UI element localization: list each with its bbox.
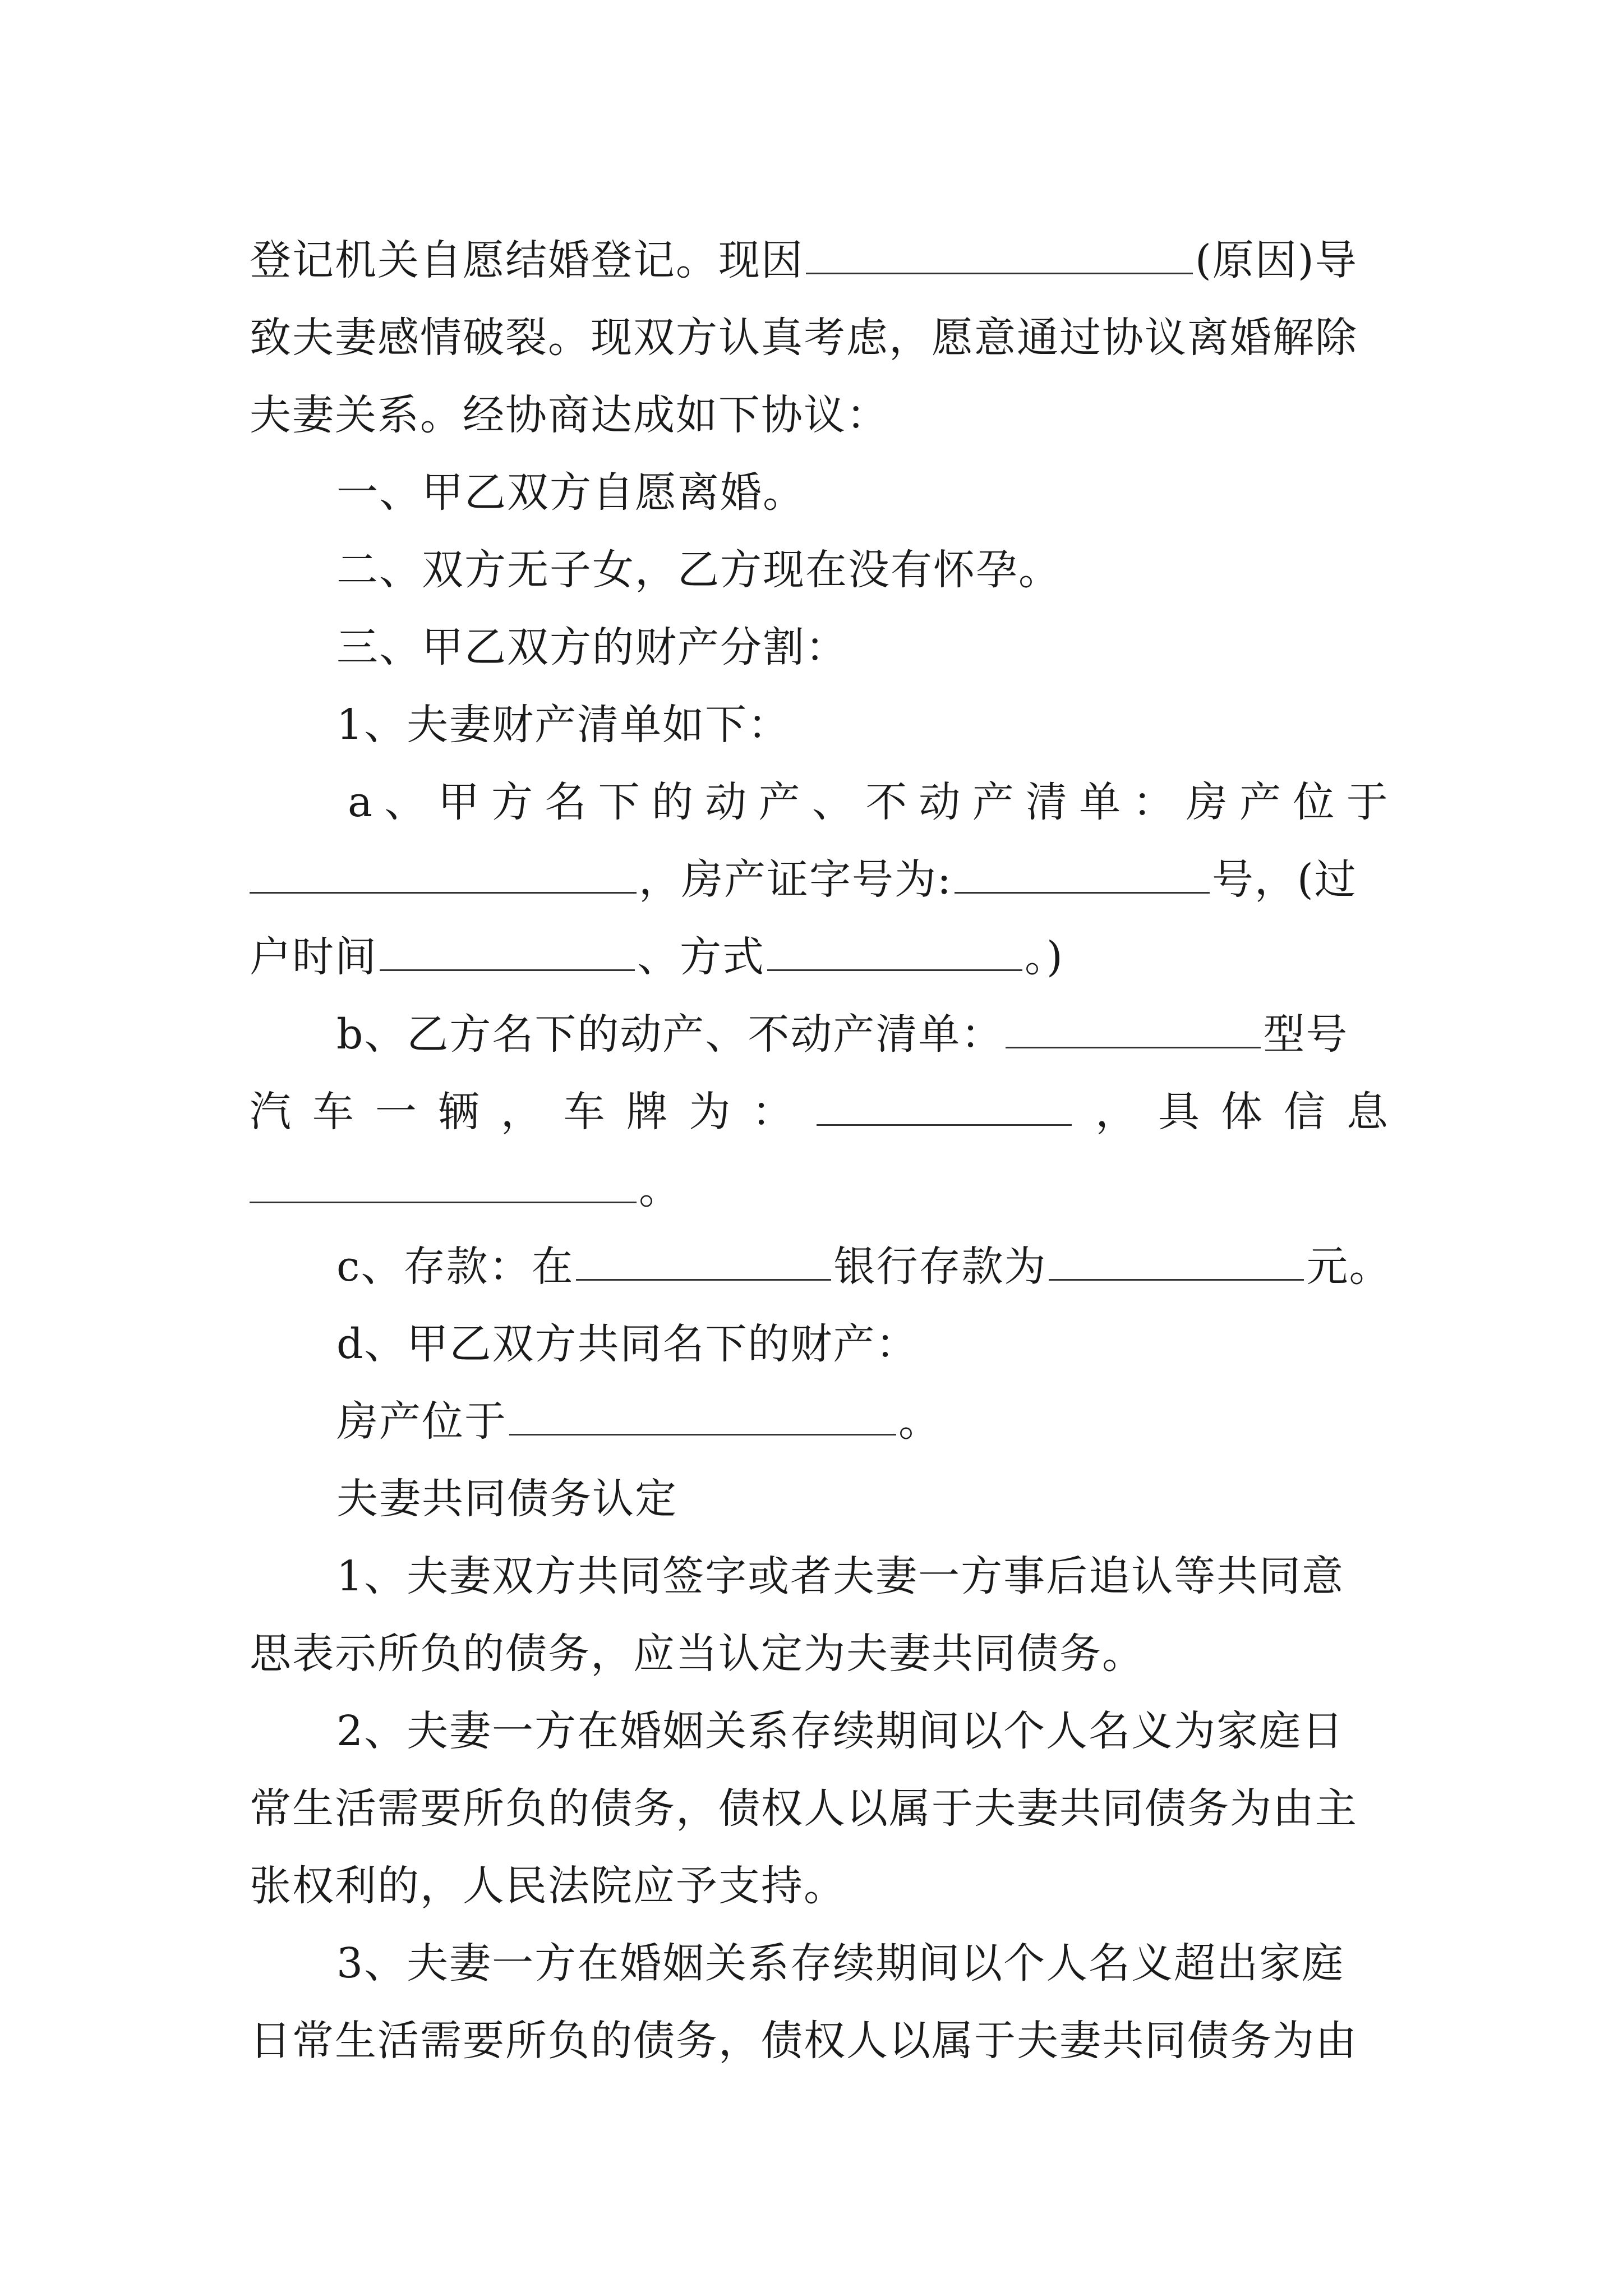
char: ，: [500, 1088, 542, 1136]
text-line: [250, 918, 1388, 996]
text-segment: 。): [1025, 933, 1064, 981]
fill-blank-plate-number[interactable]: [817, 1091, 1072, 1126]
text-segment: c、存款：在: [336, 1243, 574, 1291]
char: 汽: [250, 1088, 291, 1136]
char: 不: [865, 778, 907, 826]
text-segment: 型号: [1263, 1010, 1349, 1059]
fill-blank-transfer-method[interactable]: [767, 936, 1022, 971]
char: 车: [563, 1088, 605, 1136]
char: a: [348, 778, 373, 826]
text-line: [250, 1151, 1388, 1228]
text-line: [250, 1383, 1388, 1460]
char: ，: [1095, 1088, 1137, 1136]
fill-blank-deposit-amount[interactable]: [1049, 1246, 1304, 1281]
text-line: [250, 1228, 1392, 1305]
char: 动: [705, 778, 747, 826]
char: 车: [312, 1088, 354, 1136]
char: 、: [811, 778, 854, 826]
text-line-justified: [250, 1073, 1388, 1151]
char: 位: [1293, 778, 1335, 826]
document-page: [250, 222, 1392, 2079]
char: ：: [1132, 778, 1174, 826]
text-segment: 登记机关自愿结婚登记。现因: [250, 236, 804, 284]
char: 产: [972, 778, 1014, 826]
fill-blank-certificate-number[interactable]: [955, 859, 1210, 894]
char: 体: [1221, 1088, 1263, 1136]
text-segment: 。: [639, 1165, 681, 1213]
char: 清: [1025, 778, 1067, 826]
text-line: [250, 996, 1388, 1073]
text-segment: (原因)导: [1195, 236, 1358, 284]
char: 产: [758, 778, 800, 826]
text-line: 张权利的，人民法院应予支持。: [250, 1862, 846, 1910]
text-segment: ，房产证字号为:: [639, 855, 952, 904]
text-line: 夫妻关系。经协商达成如下协议：: [250, 391, 889, 439]
char: 于: [1346, 778, 1388, 826]
char: 下: [598, 778, 640, 826]
fill-blank-reason[interactable]: [806, 240, 1193, 274]
text-segment: 元。: [1306, 1243, 1392, 1291]
text-line-justified: [250, 763, 1388, 841]
char: 甲: [437, 778, 479, 826]
sub-clause: d、甲乙双方共同名下的财产：: [336, 1320, 919, 1368]
clause-heading: 三、甲乙双方的财产分割：: [336, 623, 848, 671]
clause-heading: 一、甲乙双方自愿离婚。: [336, 468, 805, 517]
char: 房: [1186, 778, 1228, 826]
char: 信: [1283, 1088, 1325, 1136]
text-segment: 号，(过: [1211, 855, 1357, 904]
char: 产: [1239, 778, 1281, 826]
char: 具: [1158, 1088, 1200, 1136]
text-line: 3、夫妻一方在婚姻关系存续期间以个人名义超出家庭: [336, 1939, 1345, 1987]
text-line: 日常生活需要所负的债务，债权人以属于夫妻共同债务为由: [250, 2017, 1358, 2065]
text-line: 1、夫妻双方共同签字或者夫妻一方事后追认等共同意: [336, 1552, 1345, 1600]
char: 方: [491, 778, 533, 826]
text-segment: 户时间: [250, 933, 377, 981]
text-segment: 。: [898, 1397, 941, 1446]
sub-clause: 1、夫妻财产清单如下：: [336, 701, 791, 749]
fill-blank-transfer-time[interactable]: [380, 936, 635, 971]
char: ：: [751, 1088, 794, 1136]
section-heading: 夫妻共同债务认定: [336, 1475, 677, 1523]
char: 、: [384, 778, 426, 826]
text-segment: 银行存款为: [833, 1243, 1047, 1291]
char: 单: [1079, 778, 1121, 826]
fill-blank-property-location[interactable]: [250, 859, 637, 894]
char: 为: [689, 1088, 731, 1136]
text-line: 2、夫妻一方在婚姻关系存续期间以个人名义为家庭日: [336, 1707, 1345, 1755]
text-segment: 、方式: [637, 933, 765, 981]
text-segment: b、乙方名下的动产、不动产清单：: [336, 1010, 1004, 1059]
char: 动: [919, 778, 961, 826]
fill-blank-bank-name[interactable]: [576, 1246, 831, 1281]
text-line: 思表示所负的债务，应当认定为夫妻共同债务。: [250, 1630, 1145, 1678]
char: 息: [1346, 1088, 1388, 1136]
fill-blank-car-model[interactable]: [1006, 1014, 1261, 1048]
text-line: [250, 841, 1388, 918]
char: 名: [545, 778, 587, 826]
char: 牌: [626, 1088, 668, 1136]
text-line: 常生活需要所负的债务，债权人以属于夫妻共同债务为由主: [250, 1784, 1358, 1833]
fill-blank-car-details[interactable]: [250, 1168, 637, 1203]
char: 辆: [437, 1088, 479, 1136]
char: 的: [651, 778, 693, 826]
char: 一: [375, 1088, 417, 1136]
text-line: [250, 222, 1388, 299]
text-line: 致夫妻感情破裂。现双方认真考虑，愿意通过协议离婚解除: [250, 314, 1358, 362]
fill-blank-joint-property-location[interactable]: [509, 1401, 896, 1435]
clause-heading: 二、双方无子女，乙方现在没有怀孕。: [336, 546, 1061, 594]
text-segment: 房产位于: [336, 1397, 507, 1446]
